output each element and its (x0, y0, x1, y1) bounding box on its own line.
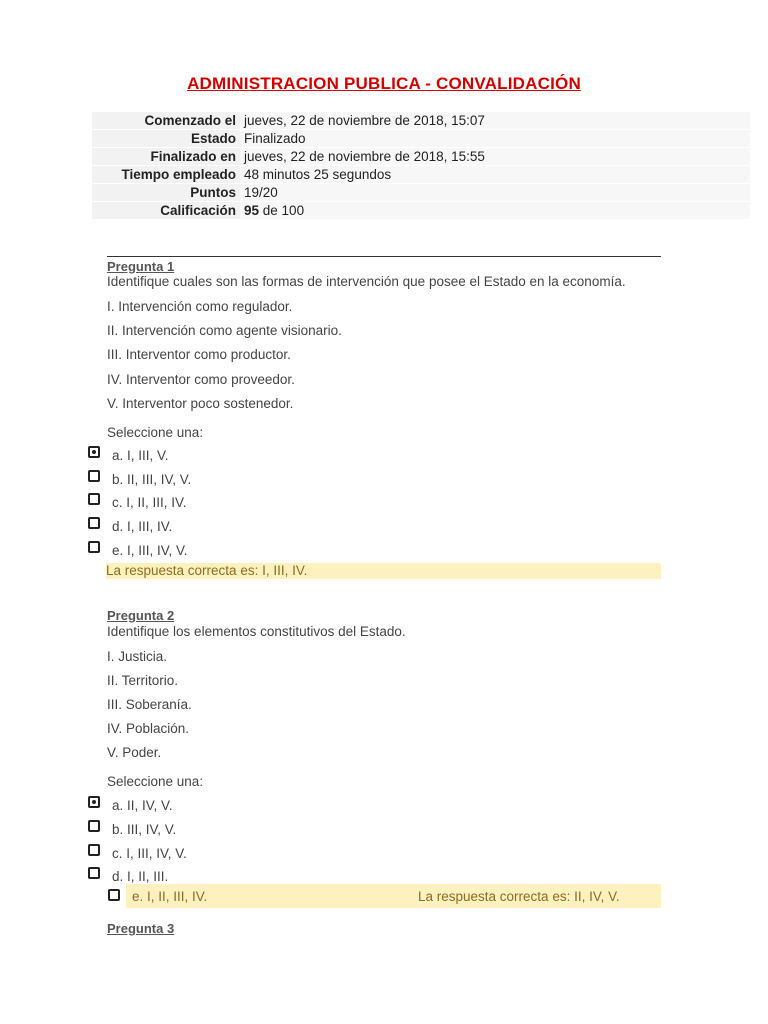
radio-icon[interactable] (88, 820, 100, 832)
option-label: b. III, IV, V. (112, 821, 177, 837)
option-label: b. II, III, IV, V. (112, 471, 192, 487)
grade-max: de 100 (259, 203, 305, 218)
summary-row (92, 184, 750, 202)
question-2-statement: IV. Población. (107, 721, 190, 736)
question-2-option-c[interactable] (88, 844, 187, 862)
question-1-statement: II. Intervención como agente visionario. (107, 323, 342, 338)
question-2-statement: V. Poder. (107, 745, 162, 760)
grade-score: 95 (244, 203, 260, 218)
page-title: ADMINISTRACION PUBLICA - CONVALIDACIÓN (187, 74, 581, 93)
radio-icon[interactable] (88, 493, 100, 505)
summary-label: Comenzado el (92, 112, 240, 130)
question-2-prompt: Seleccione una: (107, 774, 204, 789)
question-1-statement: V. Interventor poco sostenedor. (107, 396, 294, 411)
attempt-summary-table (92, 112, 750, 220)
question-1-option-d[interactable] (88, 517, 172, 535)
question-2-feedback: La respuesta correcta es: II, IV, V. (418, 889, 620, 904)
summary-row (92, 148, 750, 166)
question-1-text: Identifique cuales son las formas de intervención que posee el Estado en la economía. (107, 274, 626, 289)
question-1-prompt: Seleccione una: (107, 425, 204, 440)
radio-icon[interactable] (88, 541, 100, 553)
summary-row (92, 130, 750, 148)
question-1-option-e[interactable] (88, 541, 188, 559)
question-1-statement: III. Interventor como productor. (107, 347, 291, 362)
question-2-label: Pregunta 2 (107, 608, 175, 623)
question-1-option-c[interactable] (88, 493, 187, 511)
question-2-option-d[interactable] (88, 867, 168, 885)
question-divider (107, 256, 661, 257)
question-2-option-b[interactable] (88, 820, 176, 838)
option-label[interactable]: e. I, II, III, IV. (132, 889, 208, 904)
summary-label: Puntos (92, 184, 240, 202)
summary-value: jueves, 22 de noviembre de 2018, 15:55 (240, 148, 750, 166)
radio-icon[interactable] (88, 867, 100, 879)
question-2-statement: III. Soberanía. (107, 697, 192, 712)
question-1-feedback: La respuesta correcta es: I, III, IV. (106, 563, 661, 579)
question-1-option-b[interactable] (88, 470, 191, 488)
radio-icon[interactable] (88, 844, 100, 856)
radio-selected-icon[interactable] (88, 796, 100, 808)
summary-value (240, 202, 750, 220)
option-label: e. I, III, IV, V. (112, 542, 188, 558)
option-label: d. I, II, III. (112, 868, 169, 884)
option-label: c. I, III, IV, V. (112, 845, 187, 861)
summary-row (92, 202, 750, 220)
summary-label: Estado (92, 130, 240, 148)
summary-row (92, 166, 750, 184)
option-label: d. I, III, IV. (112, 518, 173, 534)
question-1-statement: I. Intervención como regulador. (107, 299, 293, 314)
summary-label: Finalizado en (92, 148, 240, 166)
question-1-statement: IV. Interventor como proveedor. (107, 372, 295, 387)
summary-label: Calificación (92, 202, 240, 220)
option-label: a. II, IV, V. (112, 797, 173, 813)
summary-value: jueves, 22 de noviembre de 2018, 15:07 (240, 112, 750, 130)
question-1-option-a[interactable] (88, 446, 169, 464)
option-label: c. I, II, III, IV. (112, 494, 187, 510)
radio-selected-icon[interactable] (88, 446, 100, 458)
summary-row (92, 112, 750, 130)
question-2-option-e-row (126, 884, 661, 908)
summary-value: Finalizado (240, 130, 750, 148)
summary-value: 48 minutos 25 segundos (240, 166, 750, 184)
question-3-label: Pregunta 3 (107, 921, 175, 936)
radio-icon[interactable] (88, 470, 100, 482)
option-label: a. I, III, V. (112, 447, 169, 463)
question-1-label: Pregunta 1 (107, 259, 175, 274)
question-2-statement: I. Justicia. (107, 649, 168, 664)
radio-icon[interactable] (88, 517, 100, 529)
summary-label: Tiempo empleado (92, 166, 240, 184)
summary-value: 19/20 (240, 184, 750, 202)
question-2-option-a[interactable] (88, 796, 173, 814)
question-2-statement: II. Territorio. (107, 673, 179, 688)
radio-icon[interactable] (108, 889, 120, 901)
question-2-text: Identifique los elementos constitutivos del Estado. (107, 624, 406, 639)
